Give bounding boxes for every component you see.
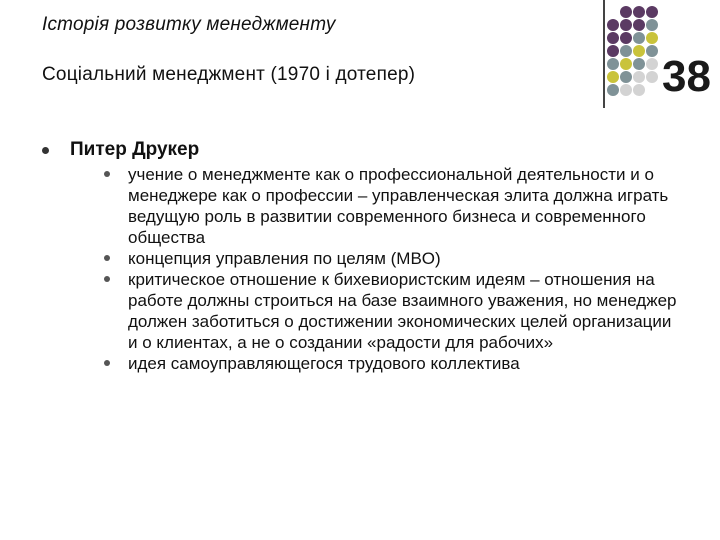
bullet-heading: [42, 138, 682, 374]
heading-text: Питер Друкер: [70, 139, 200, 160]
list-item-text: учение о менеджменте как о профессиональной деятельности и о менеджере как о профессии – управленческая элита должна играть ведущую роль в развитии современного бизнеса и современного общества: [128, 165, 669, 247]
decorative-dot: [633, 71, 645, 83]
decorative-dot: [646, 58, 658, 70]
bullet-icon: [104, 255, 110, 261]
decorative-dot: [646, 19, 658, 31]
list-item: [70, 248, 682, 269]
decorative-dot: [607, 84, 619, 96]
decorative-dot: [633, 32, 645, 44]
decorative-dot: [620, 6, 632, 18]
bullet-icon: [42, 147, 49, 154]
decorative-dot: [607, 45, 619, 57]
decorative-dot: [620, 84, 632, 96]
decorative-dot: [620, 71, 632, 83]
decorative-dot: [620, 45, 632, 57]
slide-title: Історія розвитку менеджменту: [42, 14, 336, 35]
bullet-icon: [104, 171, 110, 177]
decorative-dot: [620, 19, 632, 31]
list-item: [70, 269, 682, 353]
bullet-icon: [104, 360, 110, 366]
decorative-dot: [607, 58, 619, 70]
decorative-dot: [607, 32, 619, 44]
decorative-dot: [620, 32, 632, 44]
decorative-dot: [607, 19, 619, 31]
bullet-icon: [104, 276, 110, 282]
decorative-dot: [646, 32, 658, 44]
list-item-text: концепция управления по целям (MBO): [128, 249, 441, 268]
list-item-text: идея самоуправляющегося трудового коллектива: [128, 354, 520, 373]
decorative-dot: [646, 6, 658, 18]
list-item: [70, 353, 682, 374]
decorative-dot: [633, 58, 645, 70]
decorative-dot: [646, 45, 658, 57]
decorative-dot: [633, 6, 645, 18]
decorative-dot: [607, 71, 619, 83]
decorative-dot: [633, 19, 645, 31]
list-item-text: критическое отношение к бихевиористским идеям – отношения на работе должны строиться на базе взаимного уважения, но менеджер должен заботиться о достижении экономических целей организации и о клиентах, а не о создании «радости для рабочих»: [128, 270, 677, 352]
decorative-dot-grid: [607, 6, 667, 96]
decorative-dot: [633, 45, 645, 57]
slide-subtitle: Соціальний менеджмент (1970 і дотепер): [42, 64, 416, 85]
sub-bullet-list: [70, 164, 682, 374]
slide-content: [42, 138, 682, 374]
decorative-dot: [633, 84, 645, 96]
header-divider: [603, 0, 605, 108]
list-item: [70, 164, 682, 248]
slide-number: 38: [662, 52, 711, 101]
decorative-dot: [620, 58, 632, 70]
decorative-dot: [646, 71, 658, 83]
